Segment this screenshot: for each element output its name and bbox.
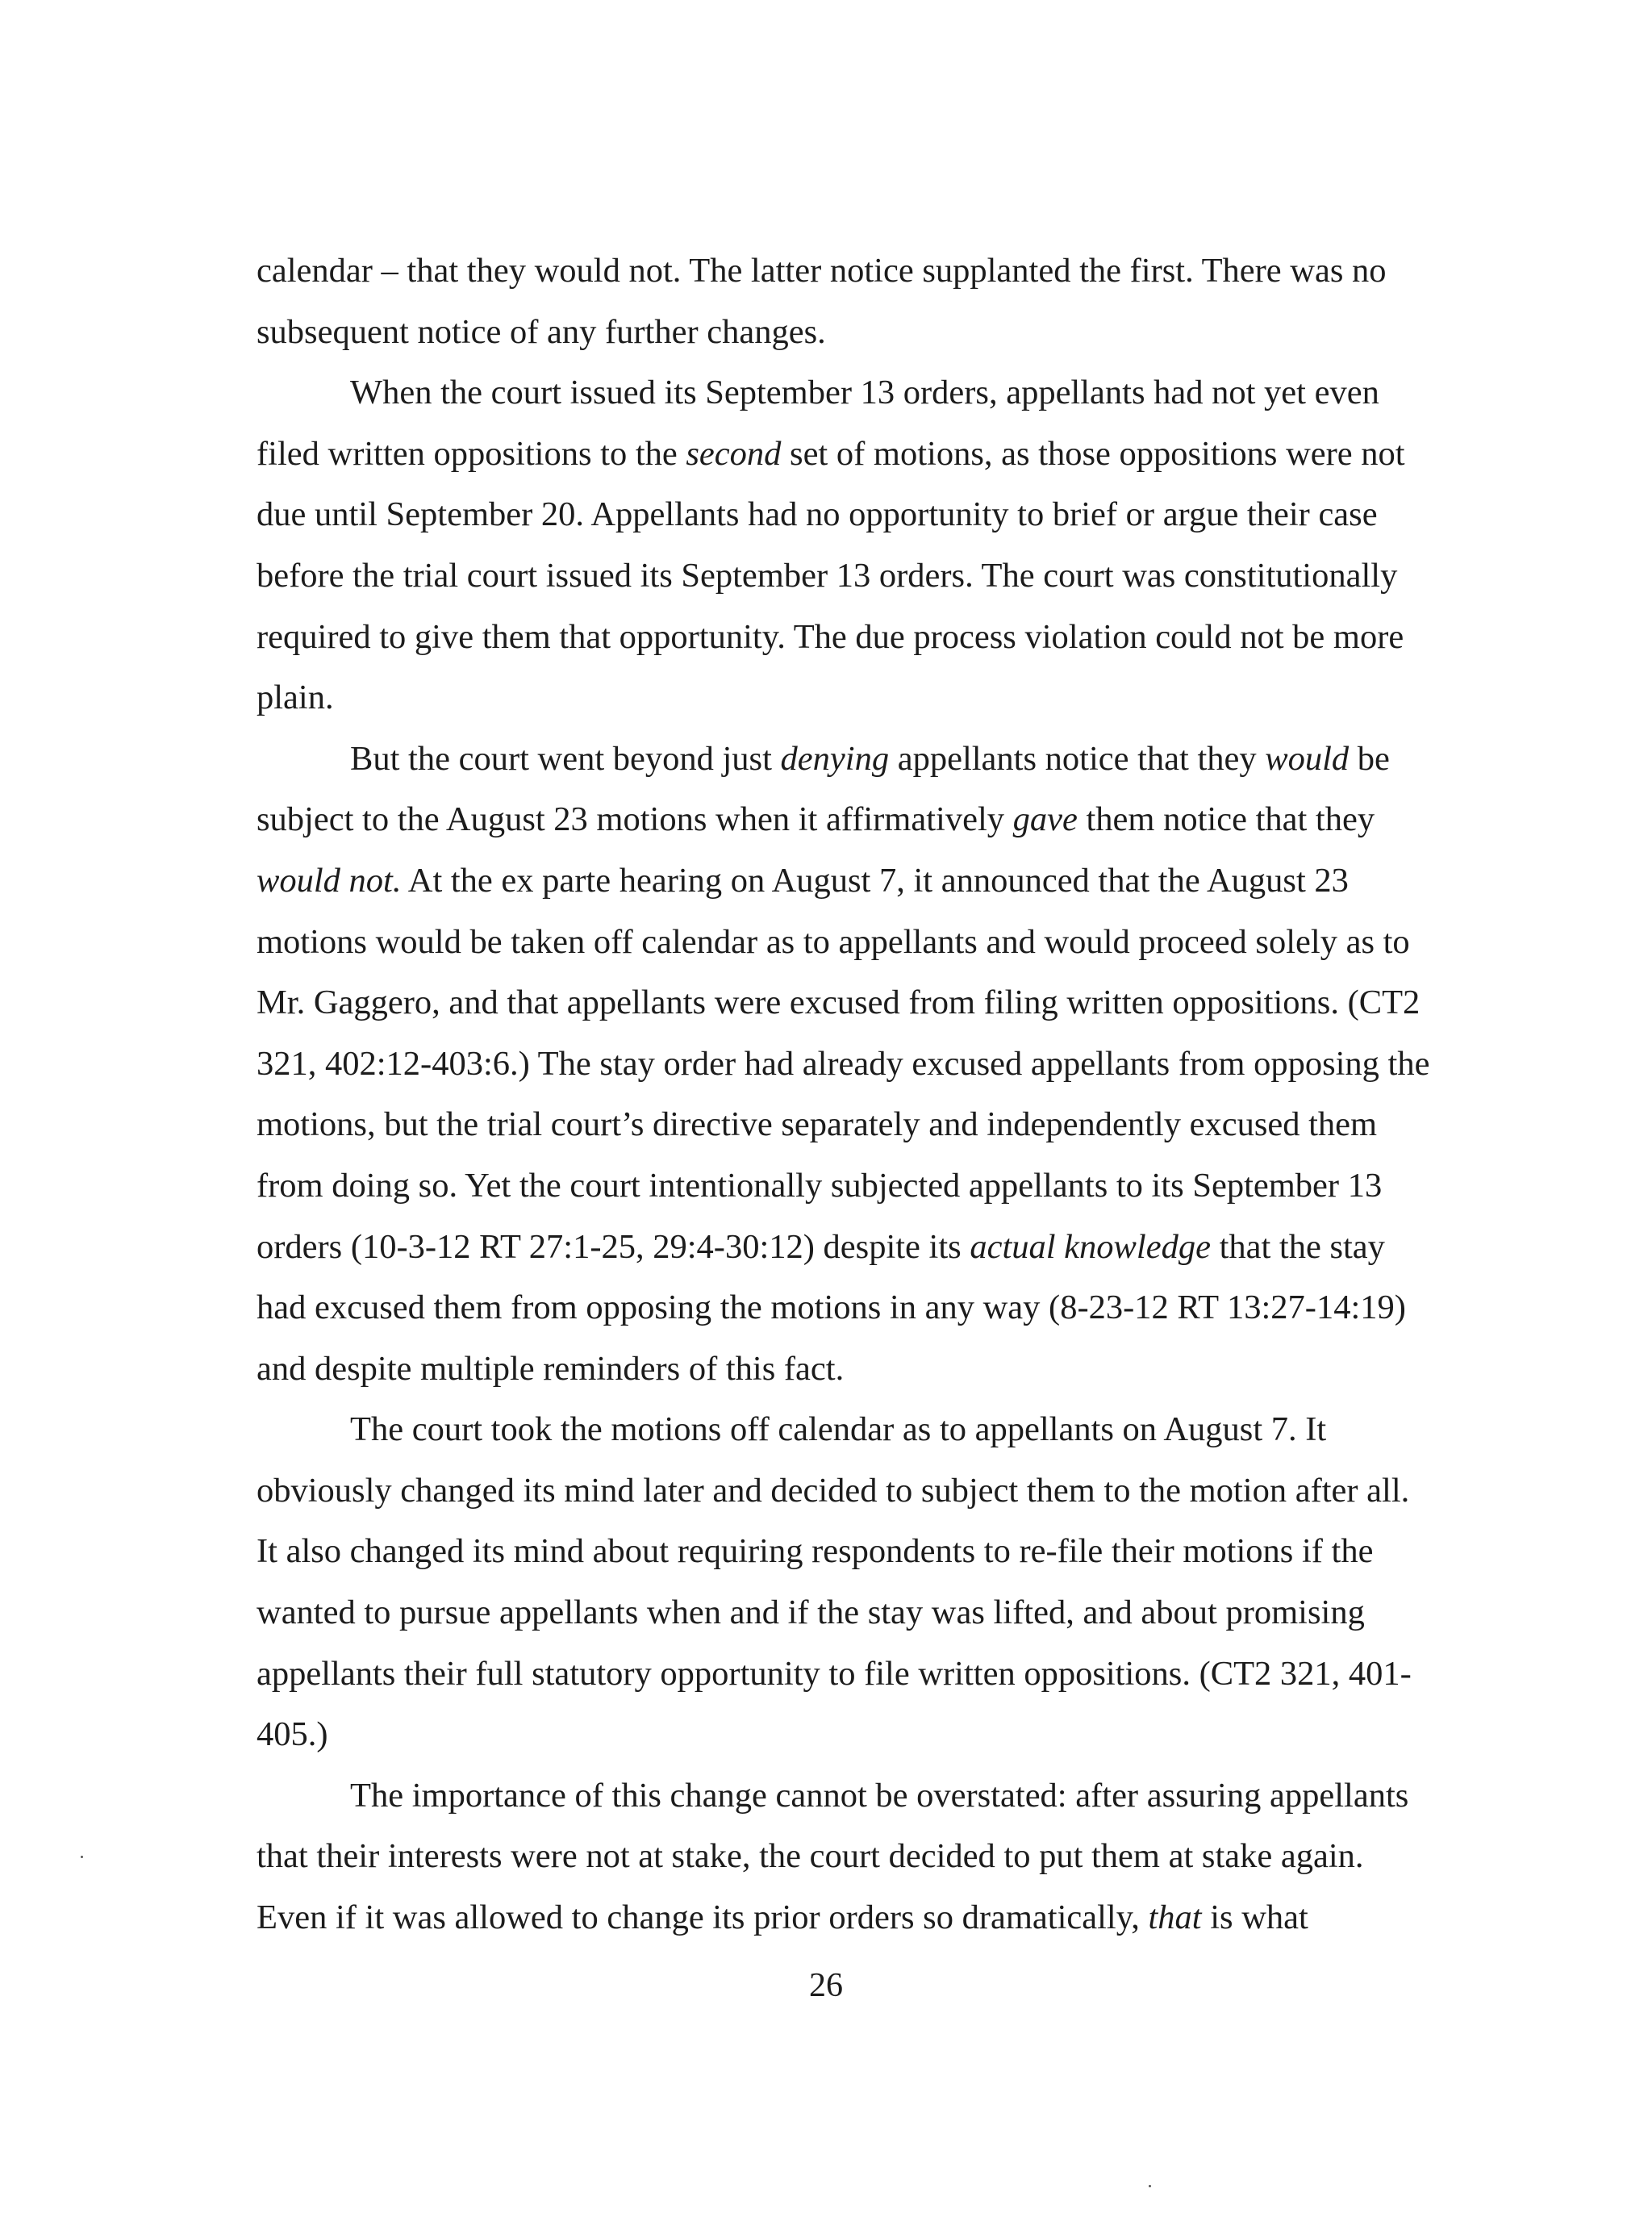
text-run: But the court went beyond just [350, 739, 781, 778]
paragraph [257, 729, 1430, 1400]
page-number: 26 [809, 1967, 843, 2004]
text-run: be subject to the August 23 motions when it affirmatively [257, 739, 1390, 839]
text-run: set of motions, as those oppositions were not due until September 20. Appellants had no opportunity to brief or argue their case before the trial court issued its September 13 orders. The court was constitutionally required to give them that opportunity. The due process violation could not be more plain. [257, 434, 1405, 717]
text-run: appellants notice that they [889, 739, 1266, 778]
paragraph [257, 240, 1430, 362]
scan-speck [81, 1856, 83, 1858]
italic-text: would not. [257, 861, 402, 900]
text-run: When the court issued its September 13 orders, appellants had not yet even filed written oppositions to the [257, 374, 1379, 473]
italic-text: actual knowledge [970, 1227, 1211, 1266]
text-run: The court took the motions off calendar as to appellants on August 7. It obviously changed its mind later and decided to subject them to the motion after all. It also changed its mind about requiring respondents to re-file their motions if the wanted to pursue appellants when and if the stay was lifted, and about promising appellants their full statutory opportunity to file written oppositions. (CT2 321, 401-405.) [257, 1410, 1412, 1754]
paragraph [257, 1765, 1430, 1948]
italic-text: would [1265, 739, 1350, 778]
paragraph [257, 362, 1430, 729]
paragraph [257, 1399, 1430, 1765]
scan-speck [1149, 2185, 1151, 2187]
text-run: At the ex parte hearing on August 7, it announced that the August 23 motions would be taken off calendar as to appellants and would proceed solely as to Mr. Gaggero, and that appellants were excused from filing written oppositions. (CT2 321, 402:12-403:6.) The stay order had already excused appellants from opposing the motions, but the trial court’s directive separately and independently excused them from doing so. Yet the court intentionally subjected appellants to its September 13 orders (10-3-12 RT 27:1-25, 29:4-30:12) despite its [257, 861, 1430, 1266]
text-run: The importance of this change cannot be overstated: after assuring appellants that their interests were not at stake, the court decided to put them at stake again. Even if it was allowed to change its prior orders so dramatically, [257, 1776, 1409, 1937]
italic-text: that [1148, 1898, 1202, 1937]
text-run: is what [1201, 1898, 1308, 1937]
italic-text: gave [1012, 800, 1078, 839]
body-text [257, 240, 1430, 1948]
italic-text: second [686, 434, 782, 473]
text-run: calendar – that they would not. The latter notice supplanted the first. There was no subsequent notice of any further changes. [257, 252, 1387, 351]
italic-text: denying [780, 739, 890, 778]
text-run: that the stay had excused them from opposing the motions in any way (8-23-12 RT 13:27-14:19) and despite multiple reminders of this fact. [257, 1227, 1406, 1388]
text-run: them notice that they [1077, 800, 1375, 839]
